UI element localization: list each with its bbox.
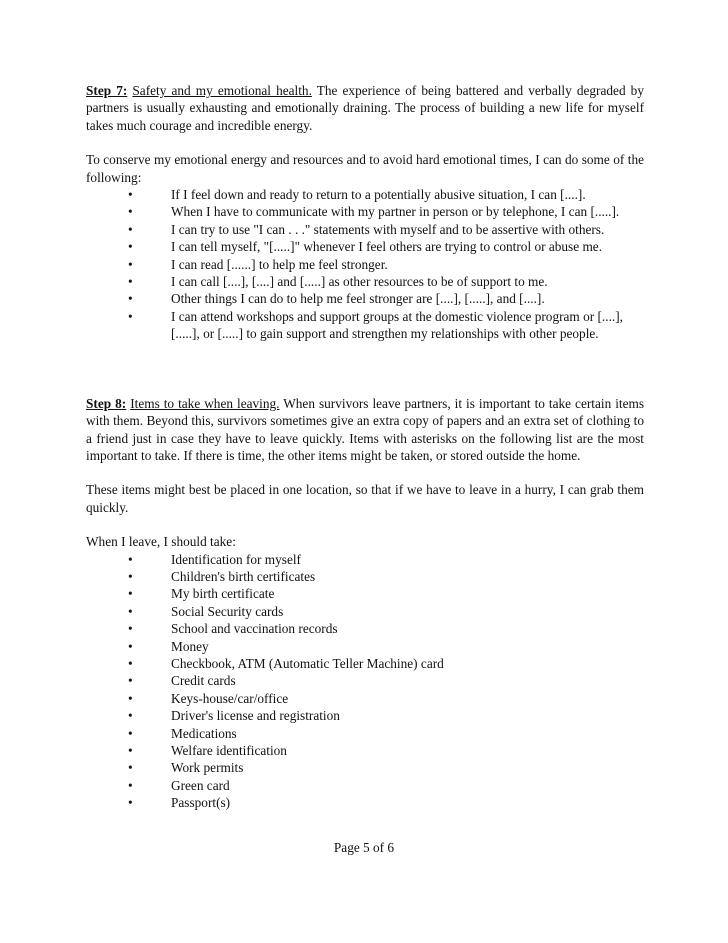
bullet-icon: • bbox=[128, 256, 133, 272]
list-item-text: Green card bbox=[171, 777, 230, 793]
list-item-text: Money bbox=[171, 638, 209, 654]
step8-lead: When I leave, I should take: bbox=[86, 534, 236, 550]
bullet-icon: • bbox=[128, 603, 133, 619]
list-item bbox=[86, 759, 644, 776]
bullet-icon: • bbox=[128, 221, 133, 237]
list-item-text: Keys-house/car/office bbox=[171, 690, 289, 706]
list-item bbox=[86, 725, 644, 742]
bullet-icon: • bbox=[128, 673, 133, 689]
bullet-icon: • bbox=[128, 777, 133, 793]
step8-title: Items to take when leaving. bbox=[130, 395, 280, 411]
list-item-text: School and vaccination records bbox=[171, 621, 338, 637]
bullet-icon: • bbox=[128, 725, 133, 741]
list-item bbox=[86, 203, 644, 220]
step8-label: Step 8: bbox=[86, 395, 127, 411]
bullet-icon: • bbox=[128, 690, 133, 706]
list-item-text: I can read [......] to help me feel stronger. bbox=[171, 256, 388, 272]
bullet-icon: • bbox=[128, 586, 133, 602]
bullet-icon: • bbox=[128, 204, 133, 220]
step7-label: Step 7: bbox=[86, 83, 128, 98]
step8-location-note: These items might best be placed in one location, so that if we have to leave in a hurry, I can grab them quickly. bbox=[86, 482, 644, 515]
list-item-text: Welfare identification bbox=[171, 743, 287, 758]
step7-intro: The experience of being battered and verbally degraded by partners is usually exhausting and emotionally draining. The process of building a new life for myself takes much courage and incredible energy. bbox=[86, 83, 644, 133]
list-item-text: Other things I can do to help me feel stronger are [....], [.....], and [....]. bbox=[171, 291, 545, 307]
list-item-text: Children's birth certificates bbox=[171, 568, 316, 584]
bullet-icon: • bbox=[128, 239, 133, 255]
list-item bbox=[86, 585, 644, 602]
step7-title: Safety and my emotional health. bbox=[132, 83, 312, 98]
list-item-text: Work permits bbox=[171, 760, 244, 776]
list-item bbox=[86, 186, 644, 203]
list-item-text: When I have to communicate with my partner in person or by telephone, I can [.....]. bbox=[171, 204, 620, 220]
bullet-icon: • bbox=[128, 621, 133, 637]
document-page bbox=[86, 82, 644, 812]
bullet-icon: • bbox=[128, 795, 133, 811]
list-item bbox=[86, 777, 644, 794]
bullet-icon: • bbox=[128, 274, 133, 290]
bullet-icon: • bbox=[128, 760, 133, 776]
list-item-text: Driver's license and registration bbox=[171, 708, 340, 724]
list-item bbox=[86, 290, 644, 307]
list-item-text: I can try to use "I can . . ." statements with myself and to be assertive with others. bbox=[171, 221, 605, 237]
list-item bbox=[86, 620, 644, 637]
step8-list bbox=[86, 551, 644, 812]
step8-intro: When survivors leave partners, it is important to take certain items with them. Beyond this, survivors sometimes give an extra copy of papers and an extra set of clothing to a friend just in case they have to leave quickly. Items with asterisks on the following list are the most important to take. If there is time, the other items might be taken, or stored outside the home. bbox=[86, 395, 645, 463]
step7-list bbox=[86, 186, 644, 343]
list-item-text: My birth certificate bbox=[171, 586, 275, 602]
list-item-text: I can attend workshops and support groups at the domestic violence program or [....], [.....], or [.....] to gain support and strengthen my relationships with other people. bbox=[171, 308, 623, 342]
list-item-text: I can tell myself, "[.....]" whenever I feel others are trying to control or abuse me. bbox=[171, 239, 603, 255]
list-item-text: If I feel down and ready to return to a potentially abusive situation, I can [....]. bbox=[171, 187, 586, 203]
page-footer: Page 5 of 6 bbox=[333, 840, 395, 855]
list-item bbox=[86, 638, 644, 655]
list-item bbox=[86, 672, 644, 689]
list-item bbox=[86, 707, 644, 724]
list-item bbox=[86, 794, 644, 811]
step7-paragraph bbox=[86, 82, 644, 134]
list-item-text: Passport(s) bbox=[171, 795, 231, 811]
list-item bbox=[86, 603, 644, 620]
list-item bbox=[86, 221, 644, 238]
list-item-text: Social Security cards bbox=[171, 603, 284, 619]
list-item bbox=[86, 690, 644, 707]
list-item bbox=[86, 742, 644, 759]
list-item-text: Identification for myself bbox=[171, 551, 301, 567]
list-item-text: Medications bbox=[171, 725, 237, 741]
bullet-icon: • bbox=[128, 187, 133, 203]
bullet-icon: • bbox=[128, 743, 133, 758]
bullet-icon: • bbox=[128, 708, 133, 724]
step7-lead: To conserve my emotional energy and resources and to avoid hard emotional times, I can do some of the following: bbox=[86, 152, 644, 185]
bullet-icon: • bbox=[128, 551, 133, 567]
list-item-text: Credit cards bbox=[171, 673, 236, 689]
list-item bbox=[86, 655, 644, 672]
bullet-icon: • bbox=[128, 308, 133, 324]
step8-paragraph bbox=[86, 395, 644, 465]
bullet-icon: • bbox=[128, 655, 133, 671]
bullet-icon: • bbox=[128, 568, 133, 584]
bullet-icon: • bbox=[128, 638, 133, 654]
list-item-text: Checkbook, ATM (Automatic Teller Machine) card bbox=[171, 655, 444, 671]
list-item bbox=[86, 568, 644, 585]
bullet-icon: • bbox=[128, 291, 133, 307]
list-item bbox=[86, 256, 644, 273]
list-item bbox=[86, 238, 644, 255]
list-item bbox=[86, 308, 644, 343]
list-item-text: I can call [....], [....] and [.....] as other resources to be of support to me. bbox=[171, 274, 548, 290]
list-item bbox=[86, 551, 644, 568]
list-item bbox=[86, 273, 644, 290]
